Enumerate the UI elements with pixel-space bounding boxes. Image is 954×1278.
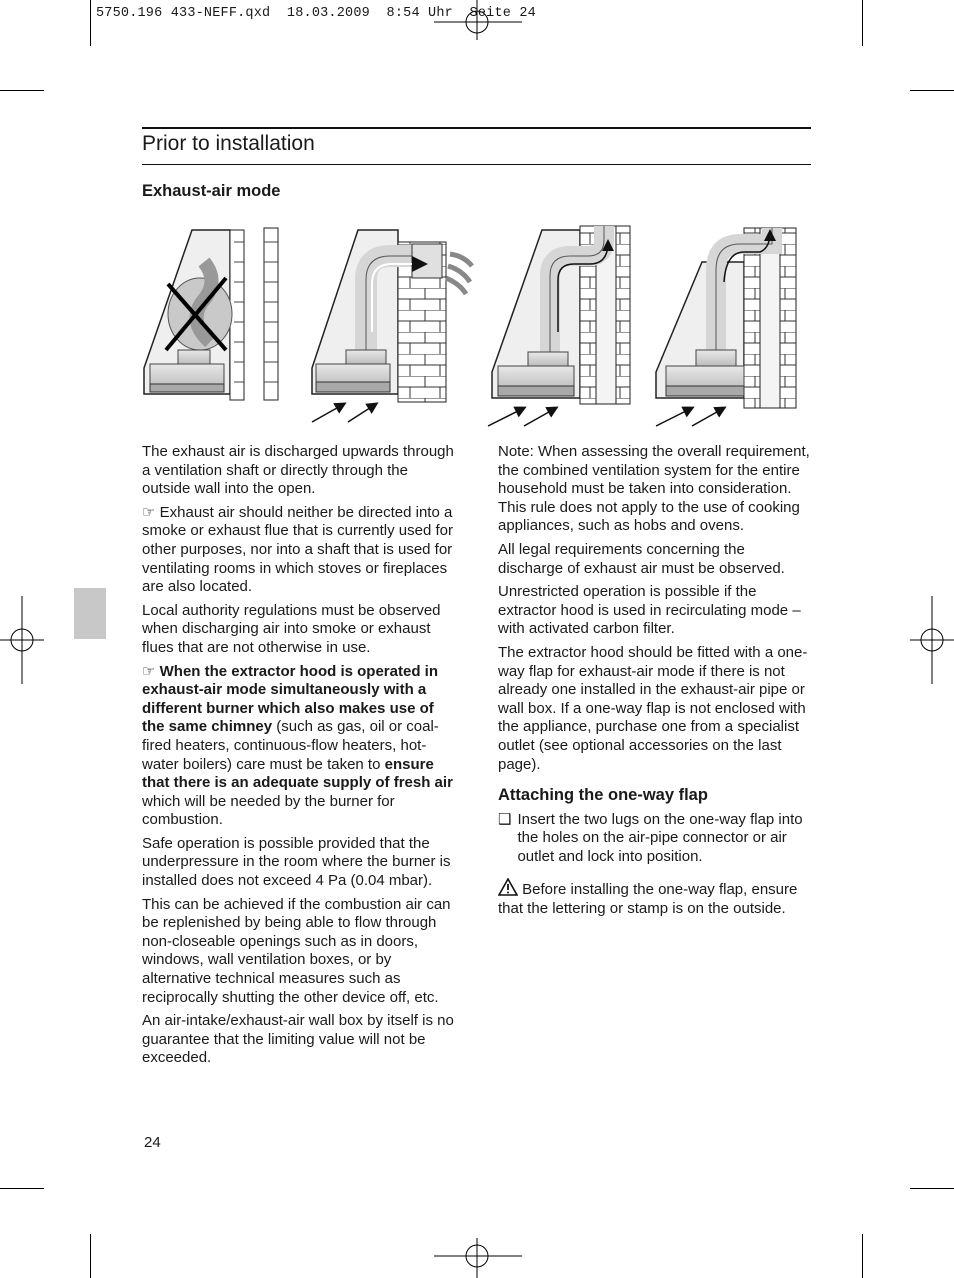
page-number: 24	[144, 1134, 161, 1151]
pointing-hand-icon: ☞	[142, 503, 156, 521]
paragraph: The extractor hood should be fitted with a one-way flap for exhaust-air mode if there is not already one installed in the exhaust-air pipe or wall box. If a one-way flap is not enclosed with the appliance, purchase one from a specialist outlet (see optional accessories on the last page).	[498, 643, 808, 773]
paragraph: ☞ When the extractor hood is operated in exhaust-air mode simultaneously with a different burner which also makes use of the same chimney (such as gas, oil or coal-fired heaters, continuous-flow heaters, hot-water boilers) care must be taken to ensure that there is an adequate supply of fresh air which will be needed by the burner for combustion.	[142, 662, 453, 829]
crop-mark	[0, 90, 44, 91]
crop-mark	[90, 0, 91, 46]
crop-mark	[862, 0, 863, 46]
crop-mark	[910, 1188, 954, 1189]
figure-ceiling-duct	[656, 228, 796, 426]
checkbox-bullet-icon: ❑	[498, 810, 512, 828]
warning-paragraph: Before installing the one-way flap, ensure that the lettering or stamp is on the outside.	[498, 878, 812, 918]
paragraph: Local authority regulations must be observed when discharging air into smoke or exhaust flues that are not otherwise in use.	[142, 601, 441, 656]
paragraph: This can be achieved if the combustion air can be replenished by being able to flow through non-closeable openings such as in doors, windows, wall ventilation boxes, or by alternative technical measures such as reciprocally shutting the other device off, etc.	[142, 895, 451, 1006]
warning-triangle-icon	[498, 878, 518, 896]
pointing-hand-icon: ☞	[142, 662, 156, 680]
section-tab-marker	[74, 588, 106, 639]
paragraph: ☞ Exhaust air should neither be directed into a smoke or exhaust flue that is currently used for other purposes, nor into a shaft that is used for ventilating rooms in which stoves or fireplaces are also located.	[142, 503, 453, 596]
paragraph: The exhaust air is discharged upwards through a ventilation shaft or directly through the outside wall into the open.	[142, 443, 454, 498]
print-slug: 5750.196 433-NEFF.qxd 18.03.2009 8:54 Uhr Seite 24	[96, 6, 536, 21]
registration-mark-bottom	[432, 1238, 524, 1278]
crop-mark	[90, 1234, 91, 1278]
section-title: Prior to installation	[142, 132, 315, 155]
figure-ventilation-shaft	[488, 226, 630, 426]
figure-crossed-out	[144, 228, 278, 400]
paragraph: An air-intake/exhaust-air wall box by itself is no guarantee that the limiting value will not be exceeded.	[142, 1012, 454, 1067]
title-rule-top	[142, 127, 811, 129]
registration-mark-left	[0, 596, 44, 684]
paragraph: Unrestricted operation is possible if the extractor hood is used in recirculating mode – with activated carbon filter.	[498, 583, 801, 638]
subheading-exhaust-air-mode: Exhaust-air mode	[142, 182, 281, 200]
crop-mark	[862, 1234, 863, 1278]
note-paragraph: Note: When assessing the overall requirement, the combined ventilation system for the entire household must be taken into consideration. This rule does not apply to the use of cooking appliances, such as hobs and ovens.	[498, 443, 810, 535]
left-column	[142, 443, 458, 1073]
title-rule-bottom	[142, 164, 811, 165]
figure-outside-wall	[312, 230, 472, 422]
paragraph: All legal requirements concerning the discharge of exhaust air must be observed.	[498, 540, 785, 577]
list-item: ❑ Insert the two lugs on the one-way flap into the holes on the air-pipe connector or air outlet and lock into position.	[498, 810, 803, 865]
registration-mark-right	[910, 596, 954, 684]
exhaust-illustrations	[140, 222, 812, 434]
paragraph: Safe operation is possible provided that the underpressure in the room where the burner is installed does not exceed 4 Pa (0.04 mbar).	[142, 834, 451, 890]
subheading-attaching-flap: Attaching the one-way flap	[498, 786, 708, 805]
crop-mark	[0, 1188, 44, 1189]
crop-mark	[910, 90, 954, 91]
right-column	[498, 443, 812, 924]
